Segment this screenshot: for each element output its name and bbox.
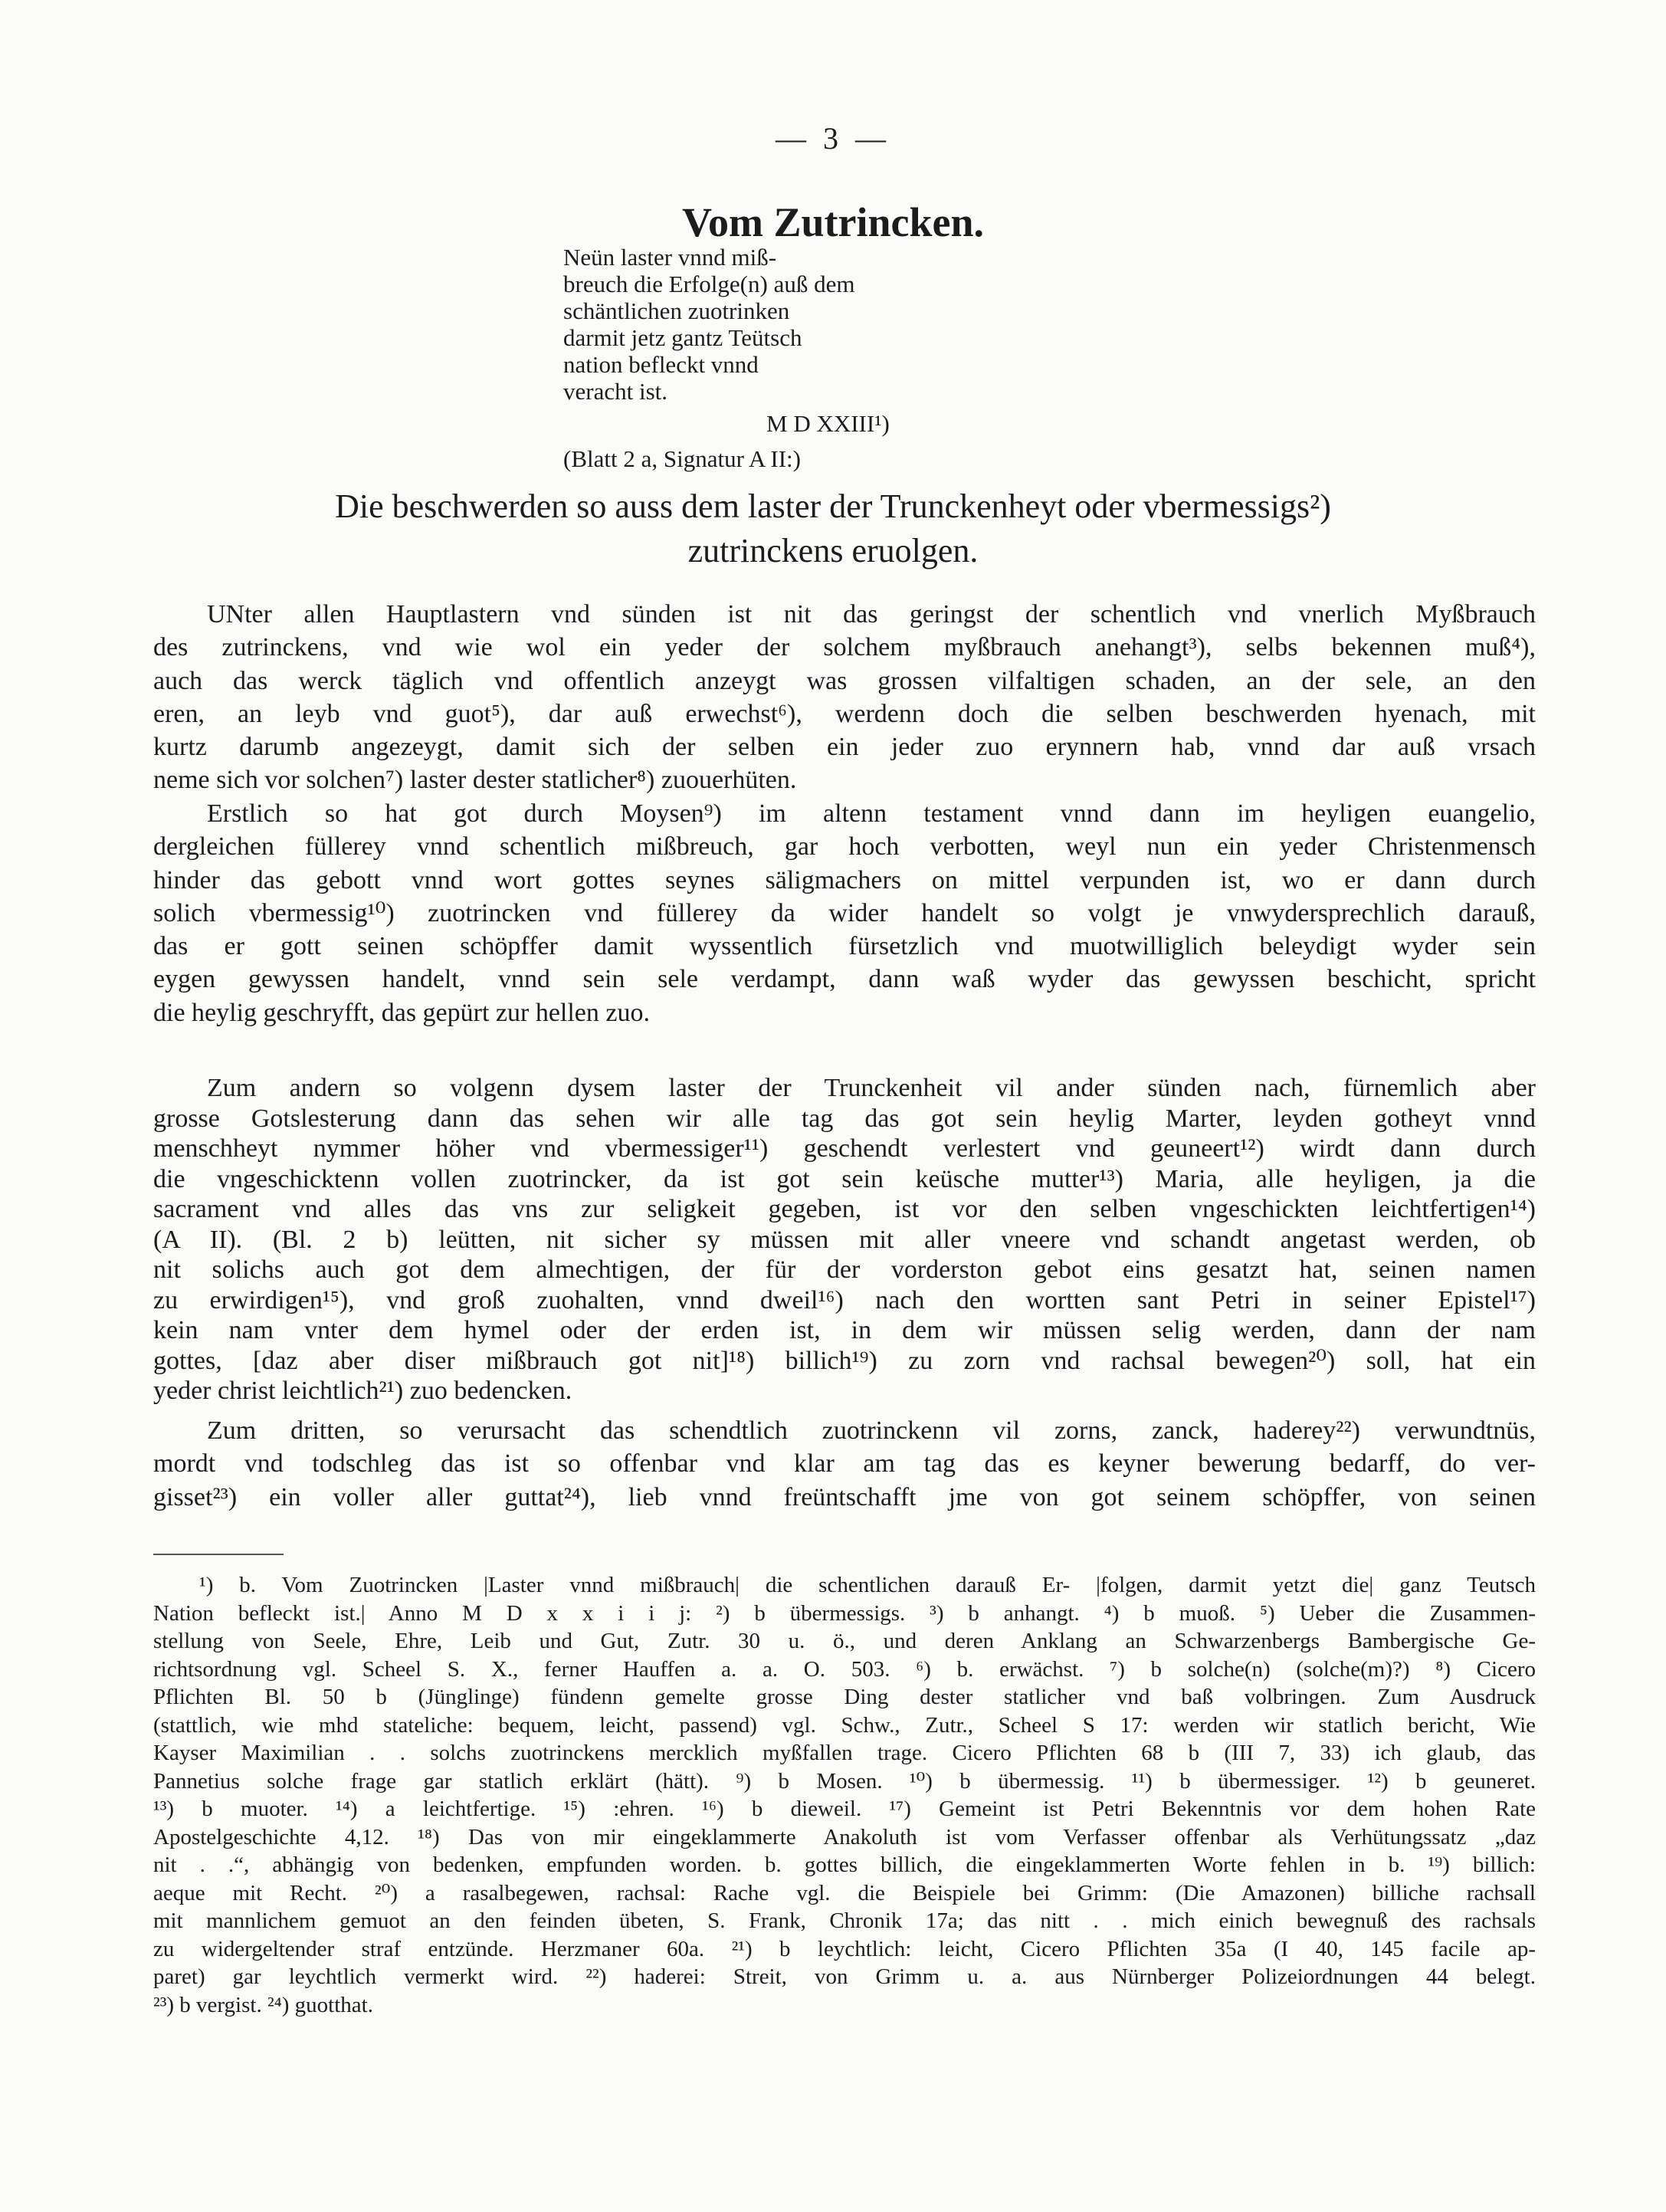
body-paragraph (153, 797, 1536, 1029)
text-line: Erstlich so hat got durch Moysen⁹) im altenn testament vnnd dann im heyligen euangelio, (207, 799, 1536, 828)
text-line: kurtz darumb angezeygt, damit sich der selben ein jeder zuo erynnern hab, vnnd dar auß vrsach (153, 733, 1536, 762)
text-line: das er gott seinen schöpffer damit wyssentlich fürsetzlich vnd muotwilliglich beleydigt wyder sein (153, 932, 1536, 961)
body-paragraph (153, 1073, 1536, 1406)
text-line: dergleichen füllerey vnnd schentlich mißbreuch, gar hoch verbotten, weyl nun ein yeder Christenmensch (153, 832, 1536, 861)
footnote-line: ²³) b vergist. ²⁴) guotthat. (153, 1992, 373, 2017)
text-line: hinder das gebott vnnd wort gottes seynes säligmachers on mittel verpunden ist, wo er dann durch (153, 865, 1536, 894)
text-line: (A II). (Bl. 2 b) leütten, nit sicher sy müssen mit aller vneere vnd schandt angetast werden, ob (153, 1225, 1536, 1254)
footnote-line: nit . .“, abhängig von bedenken, empfunden worden. b. gottes billich, die eingeklammerten Worte fehlen in b. ¹⁹) billich: (153, 1853, 1536, 1877)
subtitle-line: breuch die Erfolge(n) auß dem (563, 271, 855, 297)
text-line: mordt vnd todschleg das ist so offenbar vnd klar am tag das es keyner bewerung bedarff, do ver- (153, 1449, 1536, 1478)
footnote-line: Apostelgeschichte 4,12. ¹⁸) Das von mir eingeklammerte Anakoluth ist vom Verfasser offenbar als Verhütungssatz „daz (153, 1824, 1536, 1849)
subtitle-block (563, 244, 854, 405)
subtitle-line: veracht ist. (563, 378, 668, 405)
footnote-line: mit mannlichem gemuot an den feinden übeten, S. Frank, Chronik 17a; das nitt . . mich einich bewegnuß des rachsals (153, 1908, 1536, 1933)
subtitle-line: nation befleckt vnnd (563, 351, 759, 378)
text-line: die heylig geschryfft, das gepürt zur hellen zuo. (153, 998, 650, 1027)
text-line: neme sich vor solchen⁷) laster dester statlicher⁸) zuouerhüten. (153, 766, 797, 795)
text-line: Zum andern so volgenn dysem laster der Trunckenheit vil ander sünden nach, fürnemlich aber (207, 1074, 1536, 1102)
subtitle-line: Neün laster vnnd miß- (563, 244, 777, 271)
footnote-line: Pflichten Bl. 50 b (Jünglinge) fündenn gemelte grosse Ding dester statlicher vnd baß volbringen. Zum Ausdruck (153, 1685, 1536, 1709)
text-line: nit solichs auch got dem almechtigen, der für der vorderston gebot eins gesatzt hat, seinen namen (153, 1255, 1536, 1284)
footnote-line: ¹) b. Vom Zuotrincken |Laster vnnd mißbrauch| die schentlichen darauß Er- |folgen, darmit yetzt die| ganz Teutsch (199, 1573, 1536, 1597)
footnote-line: paret) gar leychtlich vermerkt wird. ²²) haderei: Streit, von Grimm u. a. aus Nürnberger Polizeiordnungen 44 belegt. (153, 1964, 1536, 1989)
subtitle-line: darmit jetz gantz Teütsch (563, 324, 802, 351)
text-line: kein nam vnter dem hymel oder der erden ist, in dem wir müssen selig werden, dann der nam (153, 1316, 1536, 1344)
text-line: gisset²³) ein voller aller guttat²⁴), lieb vnnd freüntschafft jme von got seinem schöpffer, von seinen (153, 1482, 1536, 1511)
text-line: die vngeschicktenn vollen zuotrincker, da ist got sein keüsche mutter¹³) Maria, alle heyligen, ja die (153, 1164, 1536, 1193)
footnote-line: zu widergeltender straf entzünde. Herzmaner 60a. ²¹) b leychtlich: leicht, Cicero Pflichten 35a (I 40, 145 facile ap- (153, 1936, 1536, 1961)
footnote-line: Kayser Maximilian . . solchs zuotrinckens mercklich myßfallen trage. Cicero Pflichten 68 b (III 7, 33) ich glaub, das (153, 1741, 1536, 1765)
footnote-line: Pannetius solche frage gar statlich erklärt (hätt). ⁹) b Mosen. ¹⁰) b übermessig. ¹¹) b übermessiger. ¹²) b geuneret. (153, 1768, 1536, 1794)
publication-year: M D XXIII¹) (766, 410, 890, 437)
body-paragraph (153, 1414, 1536, 1514)
text-line: Zum dritten, so verursacht das schendtlich zuotrinckenn vil zorns, zanck, haderey²²) verwundtnüs, (207, 1416, 1536, 1445)
document-title: Vom Zutrincken. (681, 199, 985, 245)
page-number: — 3 — (776, 121, 890, 156)
footnote-line: richtsordnung vgl. Scheel S. X., ferner Hauffen a. a. O. 503. ⁶) b. erwächst. ⁷) b solche(n) (solche(m)?) ⁸) Cicero (153, 1656, 1536, 1682)
footnote-line: aeque mit Recht. ²⁰) a rasalbegewen, rachsal: Rache vgl. die Beispiele bei Grimm: (Die Amazonen) billiche rachsall (153, 1880, 1536, 1905)
footnote-line: ¹³) b muoter. ¹⁴) a leichtfertige. ¹⁵) :ehren. ¹⁶) b dieweil. ¹⁷) Gemeint ist Petri Bekenntnis vor dem hohen Rate (153, 1797, 1536, 1821)
footnote-line: Nation befleckt ist.| Anno M D x x i i j: ²) b übermessigs. ³) b anhangt. ⁴) b muoß. ⁵) Ueber die Zusammen- (153, 1600, 1536, 1626)
text-line: UNter allen Hauptlastern vnd sünden ist nit das geringst der schentlich vnd vnerlich Myßbrauch (207, 600, 1536, 628)
text-line: des zutrinckens, vnd wie wol ein yeder der solchem myßbrauch anehangt³), selbs bekennen muß⁴), (153, 633, 1536, 662)
text-line: grosse Gotslesterung dann das sehen wir alle tag das got sein heylig Marter, leyden gotheyt vnnd (153, 1104, 1536, 1133)
text-line: solich vbermessig¹⁰) zuotrincken vnd füllerey da wider handelt so volgt je vnwydersprechlich darauß, (153, 898, 1536, 927)
text-line: eygen gewyssen handelt, vnnd sein sele verdampt, dann waß wyder das gewyssen beschicht, spricht (153, 965, 1536, 994)
heading-line: zutrinckens eruolgen. (687, 532, 979, 569)
heading-line: Die beschwerden so auss dem laster der Trunckenheyt oder vbermessigs²) (335, 487, 1331, 525)
section-heading (115, 484, 1551, 573)
footnote-divider (153, 1554, 284, 1555)
footnotes (153, 1571, 1536, 2019)
text-line: zu erwirdigen¹⁵), vnd groß zuohalten, vnnd dweil¹⁶) nach den wortten sant Petri in seiner Epistel¹⁷) (153, 1285, 1536, 1314)
footnote-line: (stattlich, wie mhd stateliche: bequem, leicht, passend) vgl. Schw., Zutr., Scheel S 17: werden wir statlich bericht, Wie (153, 1712, 1536, 1738)
body-paragraph (153, 598, 1536, 797)
text-line: yeder christ leichtlich²¹) zuo bedencken. (153, 1377, 572, 1405)
footnote-line: stellung von Seele, Ehre, Leib und Gut, Zutr. 30 u. ö., und deren Anklang an Schwarzenbergs Bambergische Ge- (153, 1629, 1536, 1653)
signature-note: (Blatt 2 a, Signatur A II:) (563, 445, 801, 472)
subtitle-line: schäntlichen zuotrinken (563, 297, 790, 324)
text-line: gottes, [daz aber diser mißbrauch got nit]¹⁸) billich¹⁹) zu zorn vnd rachsal bewegen²⁰) soll, hat ein (153, 1346, 1536, 1375)
text-line: eren, an leyb vnd guot⁵), dar auß erwechst⁶), werdenn doch die selben beschwerden hyenach, mit (153, 699, 1536, 728)
text-line: sacrament vnd alles das vns zur seligkeit gegeben, ist vor den selben vngeschickten leichtfertigen¹⁴) (153, 1195, 1536, 1223)
text-line: menschheyt nymmer höher vnd vbermessiger¹¹) geschendt verlestert vnd geuneert¹²) wirdt dann durch (153, 1134, 1536, 1163)
text-line: auch das werck täglich vnd offentlich anzeygt was grossen vilfaltigen schaden, an der sele, an den (153, 666, 1536, 695)
